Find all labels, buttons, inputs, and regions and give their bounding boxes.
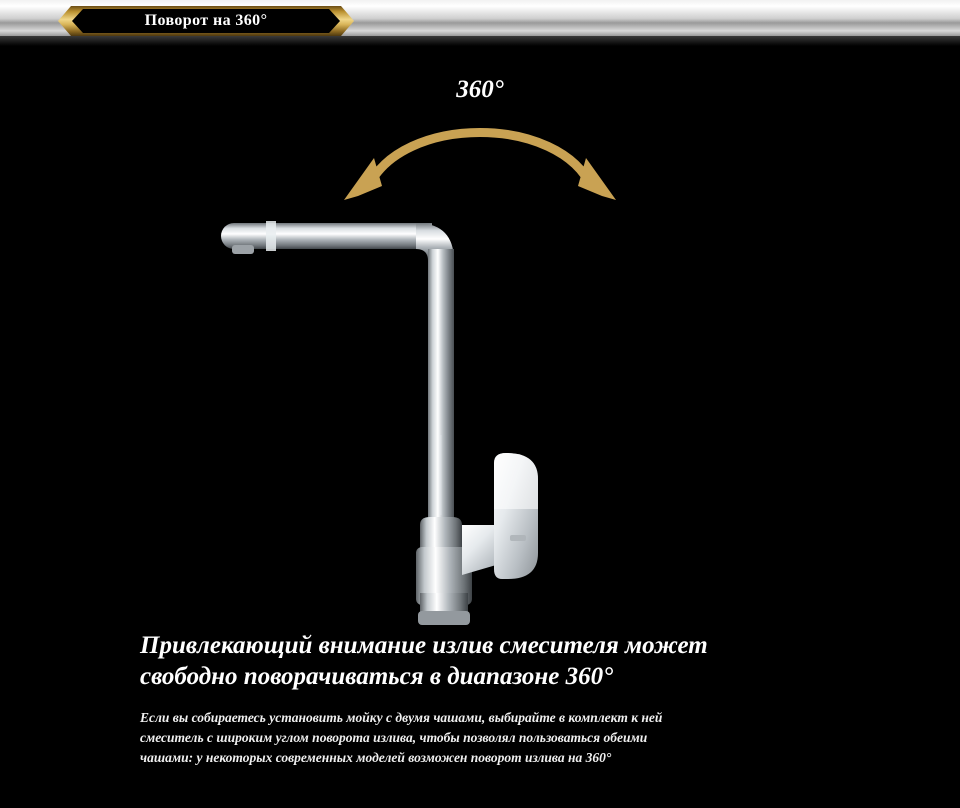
- rotation-angle-label: 360°: [456, 76, 504, 103]
- description-text: [140, 708, 830, 768]
- headline-line-2: свободно поворачиваться в диапазоне 360°: [140, 663, 614, 690]
- headline: [140, 630, 840, 692]
- description-line-2: смеситель с широким углом поворота излива, чтобы позволял пользоваться обеими: [140, 730, 648, 745]
- description-line-1: Если вы собираетесь установить мойку с двумя чашами, выбирайте в комплект к ней: [140, 710, 663, 725]
- banner: [58, 6, 354, 36]
- banner-title: Поворот на 360°: [144, 12, 268, 29]
- kitchen-faucet-illustration: [210, 195, 630, 625]
- description-line-3: чашами: у некоторых современных моделей возможен поворот излива на 360°: [140, 750, 612, 765]
- rotation-diagram: [330, 76, 630, 206]
- header-shadow-strip: [0, 36, 960, 46]
- faucet-icon: [210, 195, 630, 625]
- headline-line-1: Привлекающий внимание излив смесителя может: [140, 632, 708, 659]
